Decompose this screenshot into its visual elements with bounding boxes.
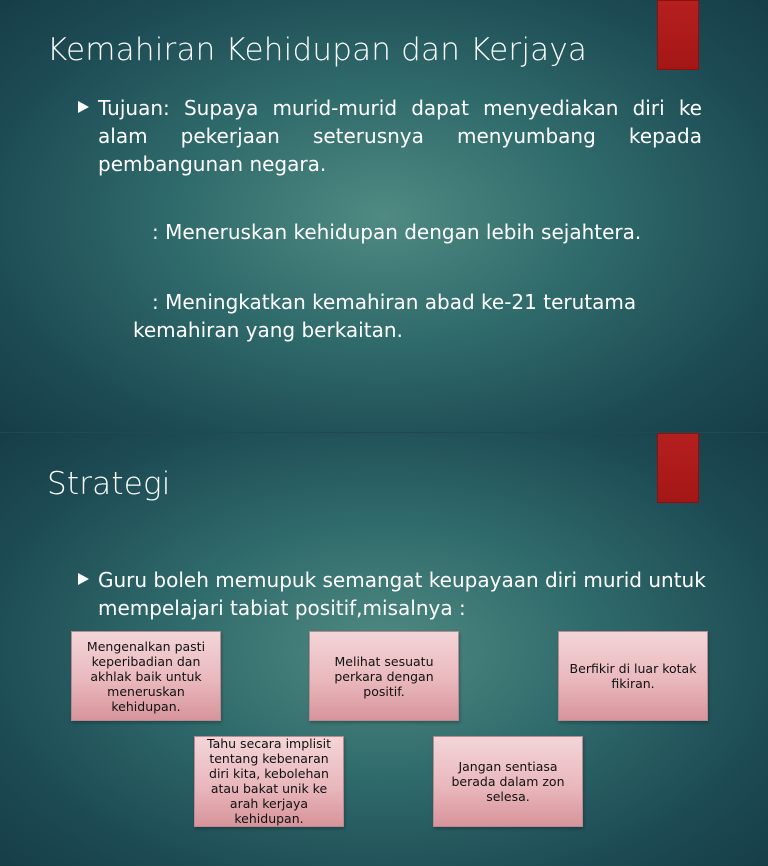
- habit-box-know-yourself: Tahu secara implisit tentang kebenaran diri kita, kebolehan atau bakat unik ke arah kerjaya kehidupan.: [194, 736, 344, 827]
- goal-bullet-text: Tujuan: Supaya murid-murid dapat menyediakan diri ke alam pekerjaan seterusnya menyumbang kepada pembangunan negara.: [98, 96, 702, 176]
- red-accent-bar: [657, 0, 699, 70]
- goal-line-related-skills: kemahiran yang berkaitan.: [133, 318, 403, 342]
- red-accent-bar: [657, 433, 699, 503]
- habit-box-positive-view: Melihat sesuatu perkara dengan positif.: [309, 631, 459, 721]
- habit-box-identify-character: Mengenalkan pasti keperibadian dan akhlak baik untuk meneruskan kehidupan.: [71, 631, 221, 721]
- habit-box-leave-comfort-zone: Jangan sentiasa berada dalam zon selesa.: [433, 736, 583, 827]
- slide-life-career-skills: [0, 0, 768, 432]
- slide-title: Strategi: [47, 466, 171, 502]
- slide-strategy: [0, 433, 768, 866]
- goal-line-21st-century-skills: : Meningkatkan kemahiran abad ke-21 terutama: [152, 290, 637, 314]
- strategy-bullet-text: Guru boleh memupuk semangat keupayaan diri murid untuk mempelajari tabiat positif,misalnya :: [98, 568, 706, 620]
- habit-box-think-outside-box: Berfikir di luar kotak fikiran.: [558, 631, 708, 721]
- goal-line-continue-life: : Meneruskan kehidupan dengan lebih sejahtera.: [152, 220, 642, 244]
- triangle-bullet-icon: [78, 573, 89, 585]
- triangle-bullet-icon: [78, 101, 89, 113]
- slide-title: Kemahiran Kehidupan dan Kerjaya: [47, 32, 588, 68]
